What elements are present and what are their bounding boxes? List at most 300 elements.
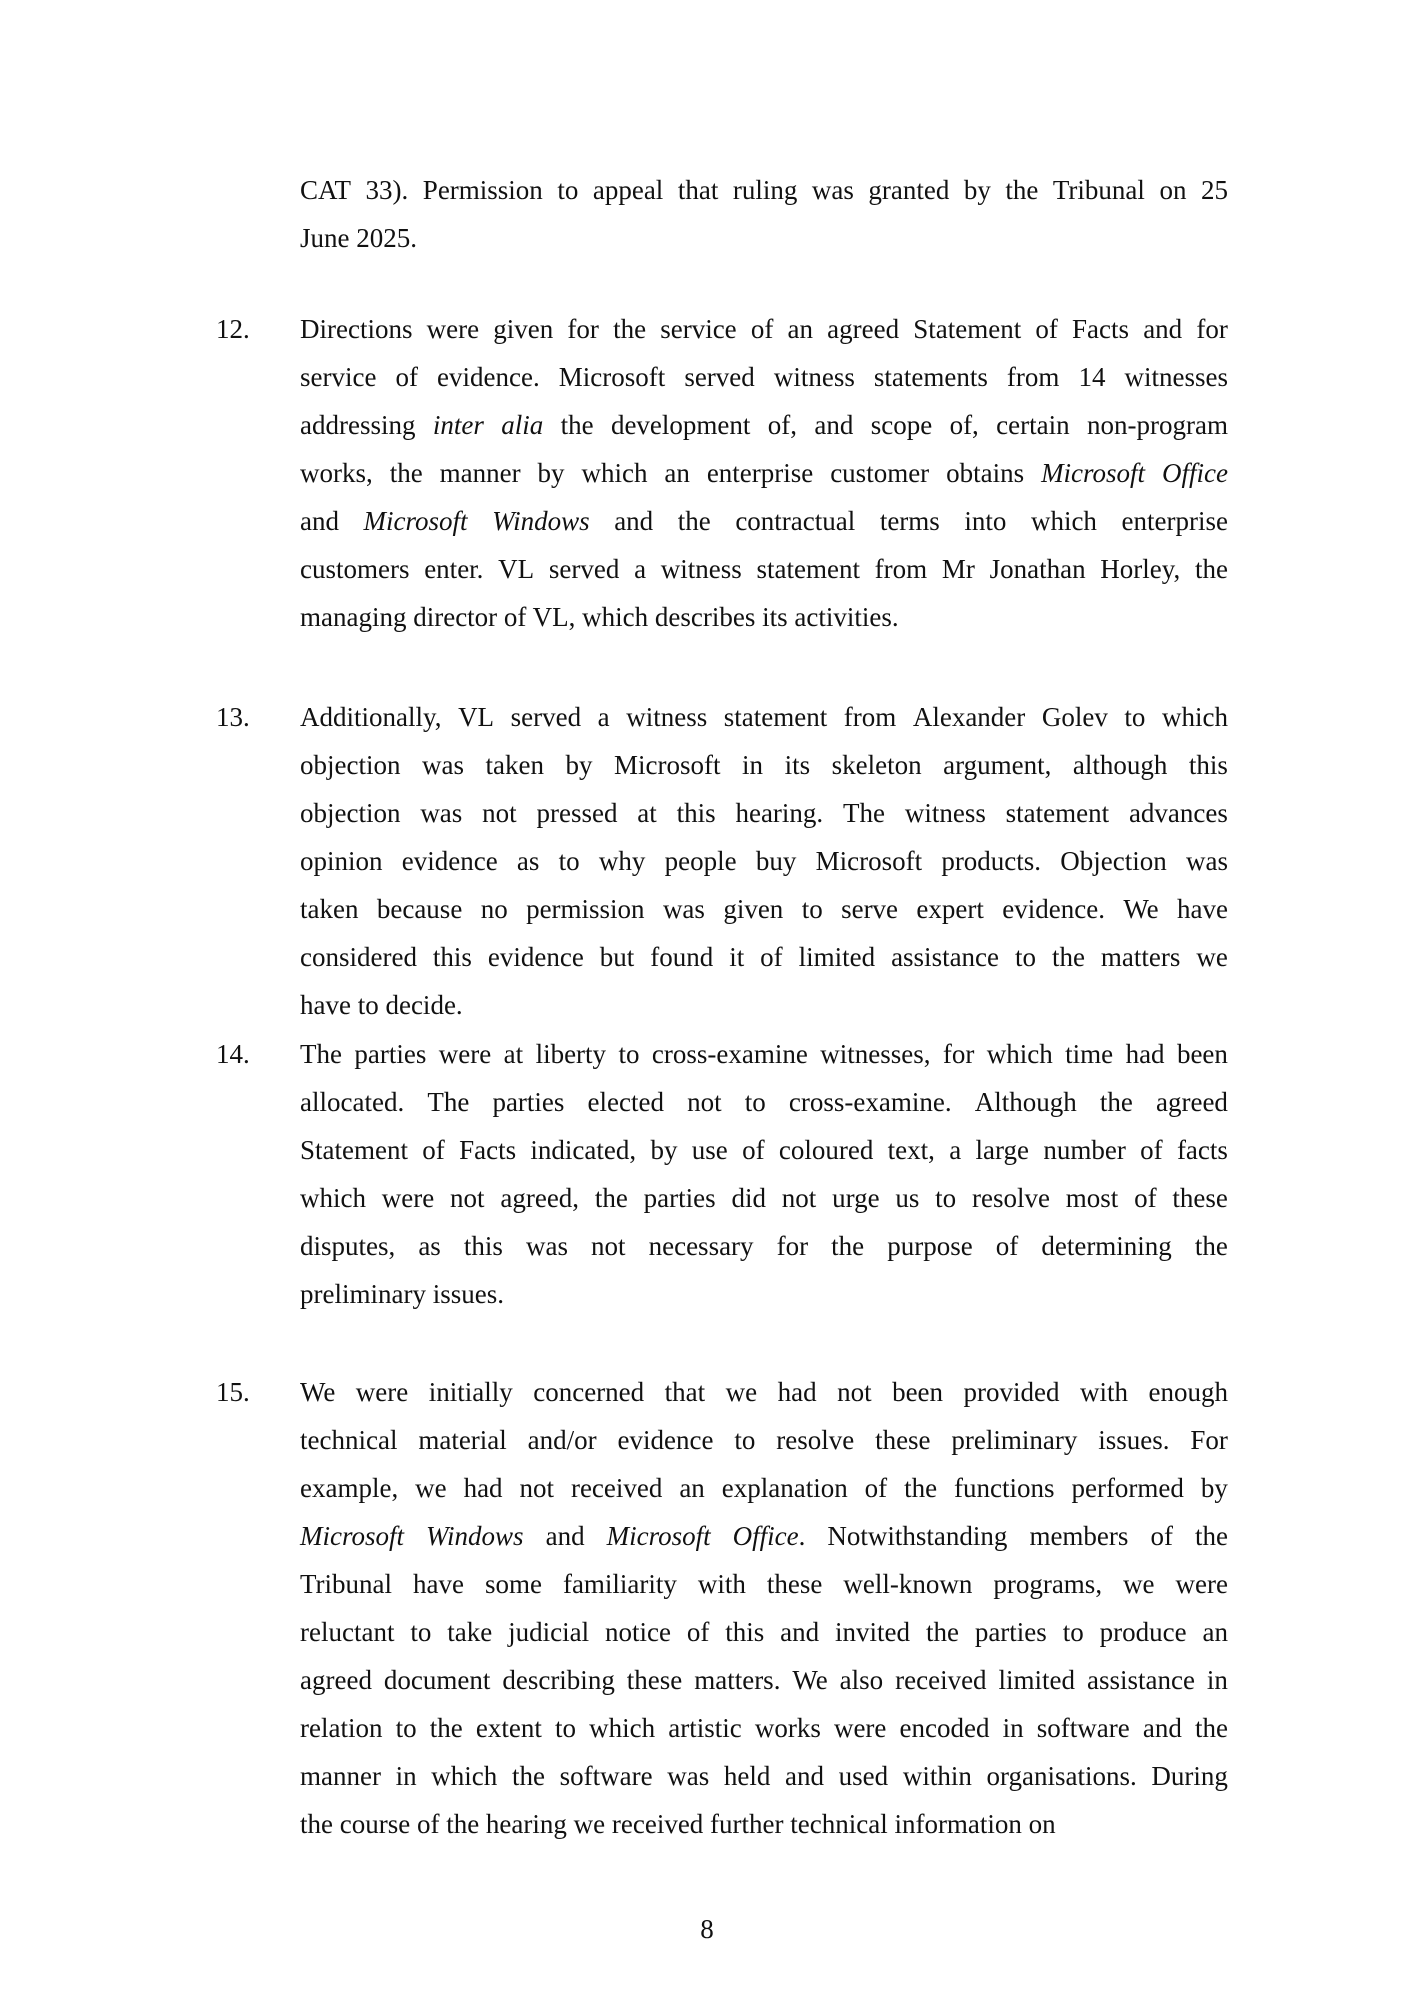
word bbox=[300, 1512, 404, 1560]
word bbox=[742, 1126, 765, 1174]
text-segment: scope bbox=[870, 410, 933, 440]
word bbox=[549, 545, 619, 593]
text-segment: and bbox=[545, 1521, 585, 1551]
word bbox=[492, 497, 590, 545]
word bbox=[492, 1078, 564, 1126]
word bbox=[975, 1078, 1077, 1126]
text-segment: of bbox=[750, 314, 774, 344]
word bbox=[1122, 497, 1228, 545]
word bbox=[533, 1368, 644, 1416]
text-line bbox=[300, 1656, 1228, 1704]
text-segment: skeleton bbox=[831, 750, 922, 780]
word bbox=[1029, 1512, 1128, 1560]
word bbox=[1189, 741, 1228, 789]
text-segment: at bbox=[637, 798, 657, 828]
word bbox=[589, 1704, 655, 1752]
text-segment: preliminary bbox=[951, 1425, 1078, 1455]
italic-text: Windows bbox=[426, 1521, 524, 1551]
text-segment: were bbox=[438, 1039, 492, 1069]
word bbox=[526, 1222, 568, 1270]
word bbox=[661, 545, 742, 593]
text-segment: to bbox=[618, 1039, 640, 1069]
text-segment: not bbox=[591, 1231, 626, 1261]
word bbox=[300, 1222, 395, 1270]
word bbox=[1042, 693, 1108, 741]
text-segment: software bbox=[559, 1761, 653, 1791]
text-line bbox=[300, 1608, 1228, 1656]
word bbox=[913, 693, 1025, 741]
word bbox=[1156, 1078, 1228, 1126]
word bbox=[427, 1078, 469, 1126]
word bbox=[1063, 1608, 1084, 1656]
paragraph-number: 14. bbox=[216, 1039, 250, 1069]
word bbox=[1162, 449, 1228, 497]
text-segment: agreed bbox=[300, 1665, 372, 1695]
word bbox=[418, 1222, 441, 1270]
text-segment: with bbox=[1080, 1377, 1129, 1407]
text-segment: 14 bbox=[1078, 362, 1106, 392]
text-segment: this bbox=[725, 1617, 765, 1647]
word bbox=[1087, 401, 1228, 449]
word bbox=[502, 1656, 614, 1704]
text-segment: statements bbox=[873, 362, 988, 392]
text-segment: not bbox=[482, 798, 517, 828]
word bbox=[1196, 305, 1227, 353]
text-segment: Tribunal bbox=[1052, 175, 1145, 205]
text-segment: the bbox=[429, 1713, 463, 1743]
text-segment: the bbox=[1194, 1231, 1228, 1261]
word bbox=[782, 1174, 817, 1222]
word bbox=[440, 449, 521, 497]
text-segment: the bbox=[831, 1231, 865, 1261]
word bbox=[377, 885, 462, 933]
word bbox=[1041, 449, 1145, 497]
word bbox=[742, 741, 763, 789]
text-segment: explanation bbox=[721, 1473, 848, 1503]
text-segment: and/or bbox=[527, 1425, 597, 1455]
word bbox=[538, 449, 565, 497]
text-line bbox=[300, 1270, 1228, 1318]
text-segment: and bbox=[814, 410, 854, 440]
text-segment: to bbox=[554, 1713, 576, 1743]
word bbox=[1031, 497, 1097, 545]
word bbox=[943, 1030, 974, 1078]
text-segment: an bbox=[664, 458, 690, 488]
word bbox=[996, 401, 1069, 449]
text-segment: had bbox=[463, 1473, 503, 1503]
text-segment: were bbox=[833, 1713, 887, 1743]
text-line bbox=[300, 741, 1228, 789]
word bbox=[1002, 885, 1105, 933]
text-segment: development bbox=[610, 410, 751, 440]
text-segment: these bbox=[626, 1665, 683, 1695]
text-segment: not bbox=[519, 1473, 555, 1503]
text-segment: well-known bbox=[843, 1569, 973, 1599]
word bbox=[724, 1752, 771, 1800]
text-line bbox=[300, 1368, 1228, 1416]
word bbox=[431, 1752, 497, 1800]
text-segment: received bbox=[570, 1473, 663, 1503]
word bbox=[1190, 1416, 1228, 1464]
text-segment: matters bbox=[1100, 942, 1181, 972]
italic-text: Office bbox=[732, 1521, 799, 1551]
word bbox=[745, 1078, 766, 1126]
text-segment: agreed, bbox=[500, 1183, 580, 1213]
text-segment: disputes, bbox=[300, 1231, 396, 1261]
word bbox=[598, 693, 610, 741]
text-segment: contractual bbox=[735, 506, 856, 536]
word bbox=[814, 401, 853, 449]
word bbox=[891, 933, 999, 981]
text-segment: people bbox=[664, 846, 737, 876]
word bbox=[1195, 545, 1228, 593]
text-segment: these bbox=[1172, 1183, 1228, 1213]
word bbox=[724, 693, 827, 741]
text-segment: to bbox=[557, 175, 579, 205]
word bbox=[517, 837, 540, 885]
text-segment: to bbox=[734, 1425, 756, 1455]
text-segment: expert bbox=[916, 894, 984, 924]
word bbox=[557, 166, 578, 214]
text-segment: for bbox=[567, 314, 599, 344]
text-segment: Notwithstanding bbox=[827, 1521, 1008, 1551]
text-segment: certain bbox=[996, 410, 1070, 440]
word bbox=[733, 1512, 806, 1560]
text-segment: of bbox=[742, 1135, 765, 1165]
word bbox=[1150, 1512, 1173, 1560]
text-segment: of bbox=[422, 1135, 445, 1165]
text-segment: an bbox=[1202, 1617, 1228, 1647]
word bbox=[555, 1704, 576, 1752]
text-segment: were bbox=[426, 314, 480, 344]
word bbox=[895, 1174, 919, 1222]
word bbox=[785, 1752, 824, 1800]
word bbox=[1124, 353, 1228, 401]
text-line bbox=[300, 1512, 1228, 1560]
text-segment: Facts bbox=[1072, 314, 1130, 344]
text-segment: which bbox=[431, 1761, 498, 1791]
text-segment: argument, bbox=[943, 750, 1052, 780]
text-segment: received bbox=[895, 1665, 987, 1695]
text-line bbox=[300, 449, 1228, 497]
word bbox=[1172, 1174, 1227, 1222]
word bbox=[1195, 1512, 1228, 1560]
word bbox=[875, 545, 927, 593]
text-segment: parties bbox=[354, 1039, 427, 1069]
word bbox=[422, 1126, 445, 1174]
text-line bbox=[300, 693, 1228, 741]
word bbox=[627, 1656, 682, 1704]
word bbox=[402, 837, 498, 885]
word bbox=[476, 1704, 542, 1752]
word bbox=[1066, 1174, 1119, 1222]
word bbox=[520, 1464, 555, 1512]
text-segment: software bbox=[1036, 1713, 1130, 1743]
italic-text: Microsoft bbox=[300, 1521, 404, 1551]
text-segment: objection bbox=[300, 750, 401, 780]
paragraph-body bbox=[300, 305, 1228, 641]
word bbox=[735, 789, 823, 837]
text-segment: Mr bbox=[941, 554, 975, 584]
word bbox=[941, 837, 1041, 885]
word bbox=[498, 545, 534, 593]
text-segment: of bbox=[1150, 1521, 1173, 1551]
word bbox=[990, 545, 1086, 593]
word bbox=[684, 353, 754, 401]
word bbox=[780, 1608, 819, 1656]
word bbox=[756, 545, 859, 593]
text-segment: Microsoft bbox=[815, 846, 923, 876]
text-segment: enterprise bbox=[1121, 506, 1228, 536]
word bbox=[1100, 1078, 1133, 1126]
word bbox=[1177, 1030, 1228, 1078]
word bbox=[482, 789, 517, 837]
text-segment: was bbox=[422, 750, 464, 780]
word bbox=[1072, 305, 1129, 353]
word bbox=[667, 1752, 709, 1800]
text-segment: the bbox=[1194, 1521, 1228, 1551]
text-segment: 25 bbox=[1200, 175, 1228, 205]
word bbox=[581, 449, 647, 497]
word bbox=[546, 1512, 585, 1560]
text-line bbox=[300, 1126, 1228, 1174]
text-segment: and bbox=[614, 506, 654, 536]
text-segment: use bbox=[691, 1135, 728, 1165]
text-segment: limited bbox=[798, 942, 876, 972]
text-segment: that bbox=[664, 1377, 706, 1407]
word bbox=[526, 885, 645, 933]
word bbox=[840, 1656, 884, 1704]
text-segment: of bbox=[1140, 1135, 1163, 1165]
paragraph-body bbox=[300, 1030, 1228, 1318]
word bbox=[607, 1512, 711, 1560]
text-segment: enter. bbox=[424, 554, 484, 584]
word bbox=[1043, 1126, 1125, 1174]
word bbox=[900, 1704, 990, 1752]
text-segment: purpose bbox=[887, 1231, 973, 1261]
text-segment: which bbox=[986, 1039, 1053, 1069]
word bbox=[634, 545, 646, 593]
text-segment: VL bbox=[458, 702, 495, 732]
word bbox=[595, 1174, 628, 1222]
word bbox=[726, 1368, 757, 1416]
word bbox=[300, 1656, 372, 1704]
text-segment: service bbox=[660, 314, 737, 344]
word bbox=[976, 1126, 1029, 1174]
word bbox=[644, 1174, 716, 1222]
word bbox=[679, 1464, 704, 1512]
text-line bbox=[300, 789, 1228, 837]
text-segment: in bbox=[1002, 1713, 1024, 1743]
word bbox=[1126, 1030, 1165, 1078]
italic-text: alia bbox=[501, 410, 544, 440]
word bbox=[993, 1560, 1102, 1608]
text-segment: an bbox=[679, 1473, 705, 1503]
text-segment: functions bbox=[954, 1473, 1055, 1503]
word bbox=[768, 401, 797, 449]
text-line bbox=[300, 305, 1228, 353]
text-segment: time bbox=[1065, 1039, 1114, 1069]
word bbox=[827, 1512, 1007, 1560]
text-segment: customers bbox=[300, 554, 410, 584]
text-segment: advances bbox=[1128, 798, 1228, 828]
text-segment: evidence bbox=[401, 846, 498, 876]
word bbox=[913, 305, 1021, 353]
text-segment: serve bbox=[841, 894, 899, 924]
word bbox=[1073, 741, 1168, 789]
word bbox=[1140, 1126, 1163, 1174]
text-segment: issues. bbox=[1098, 1425, 1170, 1455]
text-segment: artistic bbox=[668, 1713, 742, 1743]
text-line bbox=[300, 1174, 1228, 1222]
word bbox=[694, 1656, 780, 1704]
text-segment: which bbox=[1161, 702, 1228, 732]
word bbox=[975, 1608, 1047, 1656]
text-segment: in bbox=[742, 750, 764, 780]
text-segment: judicial bbox=[508, 1617, 590, 1647]
text-segment: June 2025. bbox=[300, 223, 417, 253]
word bbox=[536, 1030, 606, 1078]
word bbox=[450, 1174, 485, 1222]
text-segment: although bbox=[1072, 750, 1168, 780]
text-segment: was bbox=[662, 894, 705, 924]
word bbox=[559, 353, 665, 401]
text-segment: resolve bbox=[776, 1425, 855, 1455]
word bbox=[1134, 1174, 1157, 1222]
word bbox=[678, 166, 719, 214]
text-segment: addressing bbox=[300, 410, 416, 440]
text-line bbox=[300, 1416, 1228, 1464]
text-segment: no bbox=[480, 894, 508, 924]
word bbox=[687, 1078, 722, 1126]
text-segment: were bbox=[1175, 1569, 1228, 1599]
text-segment: non-program bbox=[1086, 410, 1228, 440]
text-segment: material bbox=[418, 1425, 507, 1455]
text-segment: also bbox=[839, 1665, 884, 1695]
text-segment: in bbox=[395, 1761, 417, 1791]
word bbox=[430, 1704, 463, 1752]
text-segment: it bbox=[729, 942, 745, 972]
text-line bbox=[300, 1464, 1228, 1512]
text-segment: members bbox=[1029, 1521, 1129, 1551]
word bbox=[1123, 1560, 1154, 1608]
word bbox=[954, 1464, 1055, 1512]
word bbox=[530, 1126, 636, 1174]
text-segment: this bbox=[676, 798, 716, 828]
word bbox=[668, 1704, 741, 1752]
text-segment: for bbox=[1196, 314, 1228, 344]
text-segment: Objection bbox=[1060, 846, 1167, 876]
text-segment: performed bbox=[1071, 1473, 1184, 1503]
word bbox=[459, 1126, 516, 1174]
word bbox=[756, 837, 797, 885]
word bbox=[1202, 1608, 1227, 1656]
text-segment: this bbox=[463, 1231, 503, 1261]
text-segment: provided bbox=[963, 1377, 1060, 1407]
text-segment: and bbox=[785, 1761, 825, 1791]
word bbox=[427, 305, 479, 353]
text-segment: necessary bbox=[648, 1231, 754, 1261]
text-segment: coloured bbox=[778, 1135, 874, 1165]
word bbox=[508, 1608, 589, 1656]
text-segment: assistance bbox=[1086, 1665, 1195, 1695]
word bbox=[528, 1416, 597, 1464]
text-line bbox=[300, 981, 1228, 1029]
text-segment: into bbox=[964, 506, 1007, 536]
text-segment: these bbox=[766, 1569, 823, 1599]
word bbox=[300, 353, 376, 401]
word bbox=[1176, 1560, 1228, 1608]
italic-text: Office bbox=[1162, 458, 1228, 488]
word bbox=[895, 1656, 986, 1704]
word bbox=[536, 789, 617, 837]
text-segment: of bbox=[395, 362, 418, 392]
text-segment: of bbox=[1035, 314, 1058, 344]
word bbox=[692, 1126, 728, 1174]
text-segment: that bbox=[677, 175, 719, 205]
text-segment: to bbox=[1062, 1617, 1084, 1647]
text-segment: witness bbox=[626, 702, 708, 732]
word bbox=[1162, 693, 1228, 741]
word bbox=[964, 497, 1006, 545]
text-segment: because bbox=[376, 894, 463, 924]
text-segment: encoded bbox=[899, 1713, 990, 1743]
word bbox=[725, 1608, 764, 1656]
word bbox=[1201, 166, 1228, 214]
text-segment: the bbox=[1194, 1713, 1228, 1743]
text-segment: given bbox=[723, 894, 784, 924]
word bbox=[1177, 885, 1228, 933]
text-segment: statement bbox=[1005, 798, 1110, 828]
text-segment: pressed bbox=[536, 798, 618, 828]
word bbox=[663, 885, 705, 933]
text-segment: and bbox=[1142, 1713, 1182, 1743]
text-line bbox=[300, 1560, 1228, 1608]
word bbox=[300, 1560, 392, 1608]
word bbox=[560, 1752, 653, 1800]
word bbox=[511, 693, 581, 741]
word bbox=[563, 1560, 677, 1608]
word bbox=[834, 1704, 886, 1752]
text-line bbox=[300, 166, 1228, 214]
text-segment: cross-examine. bbox=[788, 1087, 952, 1117]
text-segment: most bbox=[1065, 1183, 1119, 1213]
text-segment: the bbox=[1005, 175, 1039, 205]
word bbox=[1124, 693, 1145, 741]
word bbox=[593, 166, 663, 214]
text-segment: witness bbox=[773, 362, 855, 392]
text-segment: Statement bbox=[300, 1135, 408, 1165]
text-segment: have to decide. bbox=[300, 990, 463, 1020]
word bbox=[802, 885, 823, 933]
word bbox=[390, 449, 423, 497]
text-line bbox=[300, 593, 1228, 641]
word bbox=[300, 1608, 394, 1656]
text-segment: to bbox=[1014, 942, 1036, 972]
text-segment: the bbox=[904, 1473, 938, 1503]
text-segment: in bbox=[1206, 1665, 1228, 1695]
text-segment: Tribunal bbox=[300, 1569, 393, 1599]
text-segment: taken bbox=[300, 894, 359, 924]
text-segment: evidence. bbox=[1002, 894, 1105, 924]
text-segment: resolve bbox=[971, 1183, 1050, 1213]
word bbox=[949, 1126, 961, 1174]
word bbox=[1207, 1656, 1228, 1704]
text-segment: was bbox=[667, 1761, 710, 1791]
word bbox=[678, 497, 711, 545]
text-segment: we bbox=[1123, 1569, 1155, 1599]
text-segment: CAT bbox=[300, 175, 352, 205]
